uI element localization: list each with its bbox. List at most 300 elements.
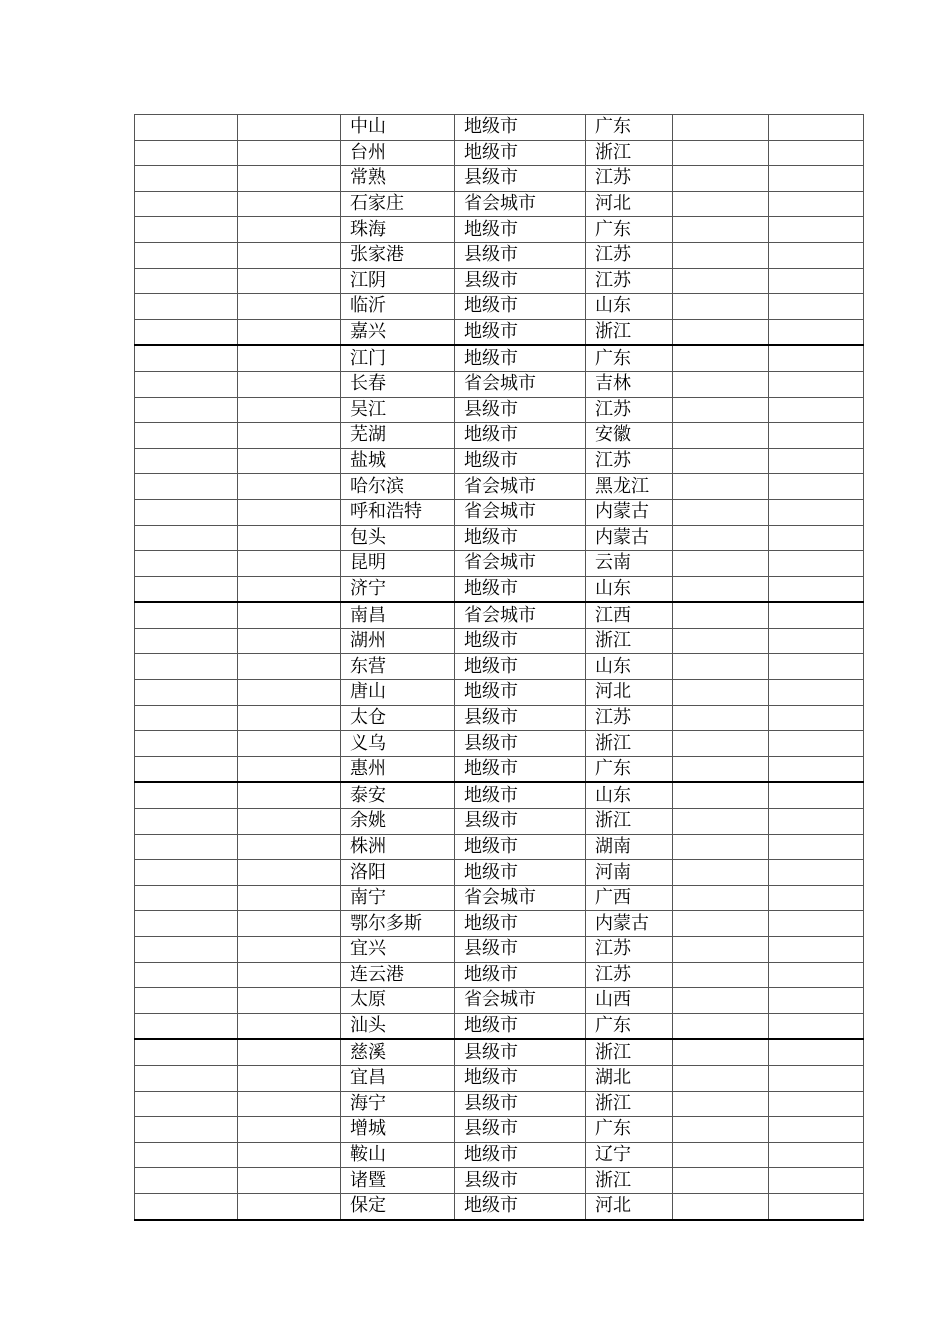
province-cell: 广东 — [586, 1013, 673, 1039]
empty-cell-7 — [769, 1039, 864, 1065]
empty-cell-7 — [769, 988, 864, 1014]
empty-cell-2 — [238, 654, 341, 680]
level-cell: 地级市 — [455, 525, 586, 551]
table-row — [135, 448, 864, 474]
province-cell: 黑龙江 — [586, 474, 673, 500]
empty-cell-7 — [769, 397, 864, 423]
empty-cell-7 — [769, 576, 864, 602]
empty-cell-6 — [673, 962, 769, 988]
province-cell: 山西 — [586, 988, 673, 1014]
empty-cell-1 — [135, 860, 238, 886]
province-cell: 山东 — [586, 782, 673, 808]
empty-cell-2 — [238, 628, 341, 654]
empty-cell-6 — [673, 140, 769, 166]
level-cell: 地级市 — [455, 1193, 586, 1219]
province-cell: 辽宁 — [586, 1142, 673, 1168]
level-cell: 地级市 — [455, 911, 586, 937]
empty-cell-2 — [238, 474, 341, 500]
empty-cell-2 — [238, 448, 341, 474]
table-body — [135, 115, 864, 1220]
city-cell: 株洲 — [341, 834, 455, 860]
city-cell: 常熟 — [341, 166, 455, 192]
level-cell: 地级市 — [455, 1013, 586, 1039]
level-cell: 地级市 — [455, 782, 586, 808]
empty-cell-7 — [769, 1065, 864, 1091]
empty-cell-7 — [769, 345, 864, 371]
province-cell: 河北 — [586, 191, 673, 217]
province-cell: 广东 — [586, 345, 673, 371]
empty-cell-2 — [238, 1039, 341, 1065]
empty-cell-6 — [673, 756, 769, 782]
empty-cell-6 — [673, 371, 769, 397]
empty-cell-1 — [135, 1142, 238, 1168]
empty-cell-6 — [673, 860, 769, 886]
city-cell: 长春 — [341, 371, 455, 397]
empty-cell-1 — [135, 962, 238, 988]
empty-cell-1 — [135, 731, 238, 757]
province-cell: 江苏 — [586, 242, 673, 268]
province-cell: 湖南 — [586, 834, 673, 860]
province-cell: 山东 — [586, 294, 673, 320]
province-cell: 江苏 — [586, 397, 673, 423]
empty-cell-2 — [238, 1142, 341, 1168]
city-cell: 盐城 — [341, 448, 455, 474]
table-row — [135, 1117, 864, 1143]
city-cell: 芜湖 — [341, 423, 455, 449]
level-cell: 地级市 — [455, 860, 586, 886]
empty-cell-2 — [238, 1065, 341, 1091]
empty-cell-6 — [673, 499, 769, 525]
city-cell: 中山 — [341, 115, 455, 141]
table-row — [135, 397, 864, 423]
level-cell: 地级市 — [455, 448, 586, 474]
empty-cell-2 — [238, 911, 341, 937]
table-row — [135, 294, 864, 320]
empty-cell-1 — [135, 268, 238, 294]
empty-cell-6 — [673, 1117, 769, 1143]
empty-cell-7 — [769, 551, 864, 577]
table-row — [135, 834, 864, 860]
empty-cell-7 — [769, 294, 864, 320]
empty-cell-7 — [769, 885, 864, 911]
city-cell: 吴江 — [341, 397, 455, 423]
province-cell: 江苏 — [586, 448, 673, 474]
empty-cell-6 — [673, 1039, 769, 1065]
level-cell: 地级市 — [455, 1142, 586, 1168]
empty-cell-1 — [135, 1117, 238, 1143]
level-cell: 县级市 — [455, 809, 586, 835]
city-cell: 惠州 — [341, 756, 455, 782]
empty-cell-2 — [238, 294, 341, 320]
level-cell: 省会城市 — [455, 885, 586, 911]
table-row — [135, 937, 864, 963]
empty-cell-2 — [238, 885, 341, 911]
empty-cell-1 — [135, 809, 238, 835]
city-cell: 哈尔滨 — [341, 474, 455, 500]
empty-cell-7 — [769, 217, 864, 243]
empty-cell-7 — [769, 191, 864, 217]
empty-cell-2 — [238, 1168, 341, 1194]
level-cell: 省会城市 — [455, 551, 586, 577]
province-cell: 云南 — [586, 551, 673, 577]
province-cell: 浙江 — [586, 628, 673, 654]
empty-cell-6 — [673, 654, 769, 680]
empty-cell-2 — [238, 242, 341, 268]
empty-cell-6 — [673, 1091, 769, 1117]
empty-cell-7 — [769, 1168, 864, 1194]
province-cell: 湖北 — [586, 1065, 673, 1091]
city-cell: 泰安 — [341, 782, 455, 808]
empty-cell-1 — [135, 166, 238, 192]
table-row — [135, 756, 864, 782]
table-row — [135, 628, 864, 654]
empty-cell-1 — [135, 834, 238, 860]
city-cell: 余姚 — [341, 809, 455, 835]
empty-cell-2 — [238, 576, 341, 602]
empty-cell-2 — [238, 345, 341, 371]
province-cell: 山东 — [586, 576, 673, 602]
table-row — [135, 988, 864, 1014]
empty-cell-6 — [673, 319, 769, 345]
level-cell: 地级市 — [455, 115, 586, 141]
city-cell: 石家庄 — [341, 191, 455, 217]
table-row — [135, 860, 864, 886]
empty-cell-7 — [769, 680, 864, 706]
empty-cell-6 — [673, 628, 769, 654]
city-cell: 太仓 — [341, 705, 455, 731]
empty-cell-6 — [673, 525, 769, 551]
table-row — [135, 911, 864, 937]
province-cell: 浙江 — [586, 140, 673, 166]
empty-cell-1 — [135, 499, 238, 525]
city-cell: 包头 — [341, 525, 455, 551]
empty-cell-7 — [769, 140, 864, 166]
empty-cell-6 — [673, 1193, 769, 1219]
empty-cell-1 — [135, 1039, 238, 1065]
empty-cell-2 — [238, 1117, 341, 1143]
level-cell: 地级市 — [455, 834, 586, 860]
city-cell: 慈溪 — [341, 1039, 455, 1065]
city-cell: 诸暨 — [341, 1168, 455, 1194]
table-row — [135, 1193, 864, 1219]
province-cell: 内蒙古 — [586, 525, 673, 551]
empty-cell-1 — [135, 242, 238, 268]
empty-cell-1 — [135, 1193, 238, 1219]
empty-cell-1 — [135, 294, 238, 320]
province-cell: 江苏 — [586, 962, 673, 988]
empty-cell-2 — [238, 397, 341, 423]
empty-cell-2 — [238, 191, 341, 217]
empty-cell-2 — [238, 937, 341, 963]
province-cell: 浙江 — [586, 1039, 673, 1065]
empty-cell-1 — [135, 1091, 238, 1117]
city-cell: 台州 — [341, 140, 455, 166]
empty-cell-6 — [673, 834, 769, 860]
empty-cell-2 — [238, 680, 341, 706]
province-cell: 吉林 — [586, 371, 673, 397]
empty-cell-7 — [769, 1013, 864, 1039]
level-cell: 地级市 — [455, 1065, 586, 1091]
city-cell: 太原 — [341, 988, 455, 1014]
empty-cell-2 — [238, 731, 341, 757]
empty-cell-6 — [673, 1065, 769, 1091]
level-cell: 地级市 — [455, 576, 586, 602]
empty-cell-2 — [238, 371, 341, 397]
table-row — [135, 962, 864, 988]
empty-cell-1 — [135, 448, 238, 474]
empty-cell-7 — [769, 474, 864, 500]
empty-cell-2 — [238, 551, 341, 577]
empty-cell-1 — [135, 885, 238, 911]
empty-cell-1 — [135, 217, 238, 243]
empty-cell-2 — [238, 499, 341, 525]
empty-cell-1 — [135, 756, 238, 782]
empty-cell-6 — [673, 885, 769, 911]
city-cell: 宜兴 — [341, 937, 455, 963]
empty-cell-7 — [769, 628, 864, 654]
city-cell: 东营 — [341, 654, 455, 680]
level-cell: 省会城市 — [455, 602, 586, 628]
table-row — [135, 551, 864, 577]
province-cell: 河南 — [586, 860, 673, 886]
empty-cell-2 — [238, 860, 341, 886]
empty-cell-1 — [135, 397, 238, 423]
empty-cell-2 — [238, 705, 341, 731]
table-row — [135, 809, 864, 835]
city-cell: 鄂尔多斯 — [341, 911, 455, 937]
city-cell: 呼和浩特 — [341, 499, 455, 525]
table-row — [135, 654, 864, 680]
table-row — [135, 731, 864, 757]
empty-cell-2 — [238, 988, 341, 1014]
empty-cell-7 — [769, 1117, 864, 1143]
province-cell: 江苏 — [586, 937, 673, 963]
empty-cell-1 — [135, 319, 238, 345]
city-cell: 珠海 — [341, 217, 455, 243]
level-cell: 地级市 — [455, 423, 586, 449]
table-row — [135, 371, 864, 397]
empty-cell-6 — [673, 988, 769, 1014]
table-row — [135, 319, 864, 345]
empty-cell-1 — [135, 345, 238, 371]
province-cell: 内蒙古 — [586, 499, 673, 525]
empty-cell-6 — [673, 191, 769, 217]
level-cell: 地级市 — [455, 217, 586, 243]
level-cell: 地级市 — [455, 628, 586, 654]
empty-cell-7 — [769, 782, 864, 808]
table-row — [135, 423, 864, 449]
city-cell: 南宁 — [341, 885, 455, 911]
table-row — [135, 115, 864, 141]
empty-cell-7 — [769, 115, 864, 141]
empty-cell-7 — [769, 860, 864, 886]
level-cell: 地级市 — [455, 319, 586, 345]
level-cell: 县级市 — [455, 937, 586, 963]
province-cell: 广东 — [586, 1117, 673, 1143]
table-row — [135, 885, 864, 911]
empty-cell-2 — [238, 319, 341, 345]
empty-cell-6 — [673, 423, 769, 449]
empty-cell-7 — [769, 937, 864, 963]
empty-cell-6 — [673, 448, 769, 474]
table-row — [135, 474, 864, 500]
empty-cell-7 — [769, 1142, 864, 1168]
empty-cell-6 — [673, 731, 769, 757]
empty-cell-6 — [673, 911, 769, 937]
empty-cell-2 — [238, 962, 341, 988]
empty-cell-7 — [769, 731, 864, 757]
empty-cell-1 — [135, 911, 238, 937]
level-cell: 省会城市 — [455, 474, 586, 500]
empty-cell-6 — [673, 397, 769, 423]
province-cell: 江苏 — [586, 166, 673, 192]
city-cell: 洛阳 — [341, 860, 455, 886]
empty-cell-1 — [135, 705, 238, 731]
empty-cell-2 — [238, 423, 341, 449]
level-cell: 省会城市 — [455, 191, 586, 217]
table-row — [135, 602, 864, 628]
empty-cell-7 — [769, 448, 864, 474]
empty-cell-6 — [673, 782, 769, 808]
table-row — [135, 242, 864, 268]
province-cell: 浙江 — [586, 731, 673, 757]
table-row — [135, 166, 864, 192]
level-cell: 地级市 — [455, 962, 586, 988]
empty-cell-1 — [135, 1065, 238, 1091]
table-row — [135, 782, 864, 808]
city-cell: 济宁 — [341, 576, 455, 602]
empty-cell-1 — [135, 680, 238, 706]
empty-cell-1 — [135, 988, 238, 1014]
level-cell: 县级市 — [455, 268, 586, 294]
table-row — [135, 140, 864, 166]
level-cell: 省会城市 — [455, 988, 586, 1014]
city-table — [134, 114, 864, 1221]
empty-cell-2 — [238, 1193, 341, 1219]
city-cell: 昆明 — [341, 551, 455, 577]
empty-cell-7 — [769, 268, 864, 294]
empty-cell-7 — [769, 1193, 864, 1219]
table-row — [135, 1039, 864, 1065]
empty-cell-7 — [769, 423, 864, 449]
province-cell: 山东 — [586, 654, 673, 680]
province-cell: 江西 — [586, 602, 673, 628]
empty-cell-1 — [135, 576, 238, 602]
level-cell: 省会城市 — [455, 499, 586, 525]
table-row — [135, 525, 864, 551]
province-cell: 河北 — [586, 1193, 673, 1219]
empty-cell-6 — [673, 576, 769, 602]
province-cell: 浙江 — [586, 1168, 673, 1194]
level-cell: 地级市 — [455, 345, 586, 371]
level-cell: 县级市 — [455, 731, 586, 757]
empty-cell-6 — [673, 809, 769, 835]
empty-cell-6 — [673, 551, 769, 577]
city-cell: 湖州 — [341, 628, 455, 654]
empty-cell-7 — [769, 654, 864, 680]
city-cell: 宜昌 — [341, 1065, 455, 1091]
empty-cell-6 — [673, 268, 769, 294]
empty-cell-2 — [238, 1013, 341, 1039]
empty-cell-7 — [769, 166, 864, 192]
empty-cell-6 — [673, 602, 769, 628]
province-cell: 江苏 — [586, 268, 673, 294]
empty-cell-6 — [673, 937, 769, 963]
province-cell: 浙江 — [586, 1091, 673, 1117]
level-cell: 县级市 — [455, 705, 586, 731]
empty-cell-1 — [135, 602, 238, 628]
province-cell: 广西 — [586, 885, 673, 911]
empty-cell-1 — [135, 654, 238, 680]
province-cell: 安徽 — [586, 423, 673, 449]
empty-cell-7 — [769, 705, 864, 731]
empty-cell-7 — [769, 319, 864, 345]
empty-cell-2 — [238, 217, 341, 243]
city-cell: 汕头 — [341, 1013, 455, 1039]
empty-cell-1 — [135, 1168, 238, 1194]
province-cell: 浙江 — [586, 319, 673, 345]
empty-cell-2 — [238, 268, 341, 294]
table-row — [135, 499, 864, 525]
province-cell: 江苏 — [586, 705, 673, 731]
city-cell: 嘉兴 — [341, 319, 455, 345]
city-cell: 增城 — [341, 1117, 455, 1143]
city-cell: 唐山 — [341, 680, 455, 706]
empty-cell-6 — [673, 166, 769, 192]
level-cell: 县级市 — [455, 1168, 586, 1194]
level-cell: 县级市 — [455, 1039, 586, 1065]
empty-cell-1 — [135, 371, 238, 397]
city-cell: 江门 — [341, 345, 455, 371]
empty-cell-1 — [135, 474, 238, 500]
empty-cell-7 — [769, 756, 864, 782]
empty-cell-1 — [135, 782, 238, 808]
empty-cell-2 — [238, 166, 341, 192]
empty-cell-1 — [135, 191, 238, 217]
table-row — [135, 705, 864, 731]
empty-cell-7 — [769, 602, 864, 628]
empty-cell-6 — [673, 474, 769, 500]
level-cell: 县级市 — [455, 397, 586, 423]
empty-cell-7 — [769, 1091, 864, 1117]
city-cell: 南昌 — [341, 602, 455, 628]
city-cell: 临沂 — [341, 294, 455, 320]
empty-cell-2 — [238, 782, 341, 808]
city-cell: 江阴 — [341, 268, 455, 294]
province-cell: 广东 — [586, 115, 673, 141]
city-cell: 保定 — [341, 1193, 455, 1219]
city-cell: 张家港 — [341, 242, 455, 268]
empty-cell-7 — [769, 371, 864, 397]
level-cell: 省会城市 — [455, 371, 586, 397]
empty-cell-6 — [673, 1142, 769, 1168]
empty-cell-2 — [238, 1091, 341, 1117]
empty-cell-7 — [769, 525, 864, 551]
table-row — [135, 345, 864, 371]
level-cell: 地级市 — [455, 140, 586, 166]
empty-cell-1 — [135, 1013, 238, 1039]
city-cell: 海宁 — [341, 1091, 455, 1117]
province-cell: 河北 — [586, 680, 673, 706]
empty-cell-2 — [238, 809, 341, 835]
empty-cell-7 — [769, 834, 864, 860]
level-cell: 县级市 — [455, 242, 586, 268]
table-row — [135, 1065, 864, 1091]
empty-cell-7 — [769, 499, 864, 525]
empty-cell-2 — [238, 115, 341, 141]
empty-cell-6 — [673, 1013, 769, 1039]
province-cell: 广东 — [586, 217, 673, 243]
